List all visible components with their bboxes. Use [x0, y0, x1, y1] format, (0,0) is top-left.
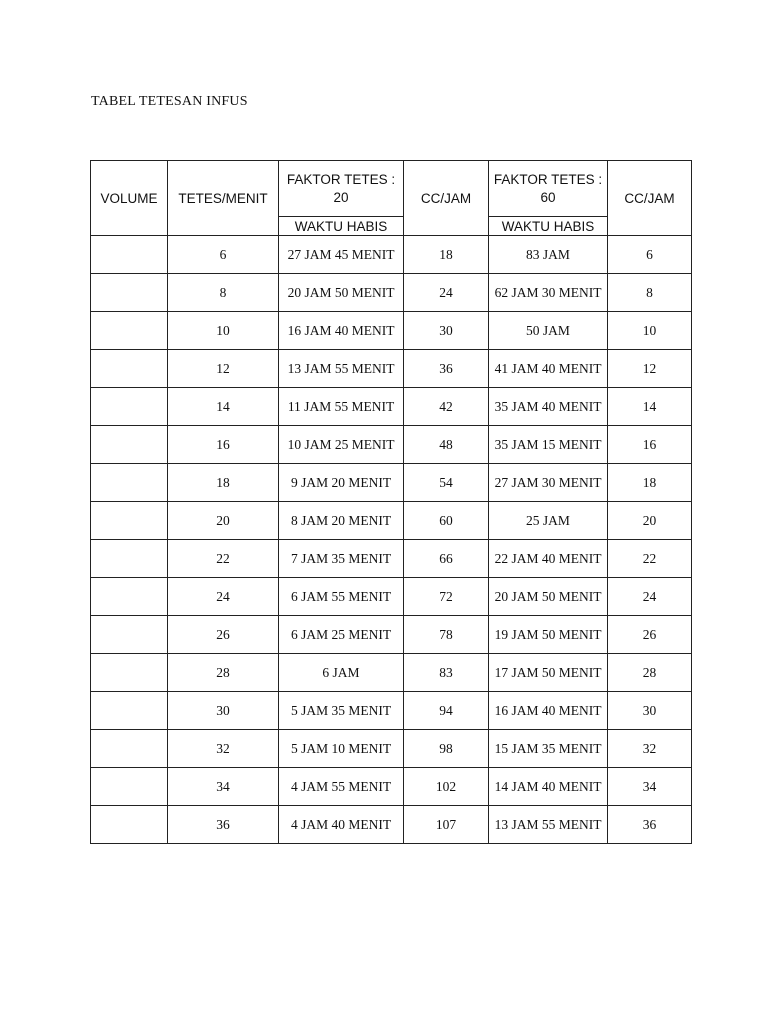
cell-tetes-menit: 18 — [168, 464, 279, 502]
cell-volume — [91, 312, 168, 350]
cell-volume — [91, 730, 168, 768]
table-row — [91, 654, 692, 692]
cell-cc-jam-1: 83 — [404, 654, 489, 692]
cell-waktu-habis-20: 6 JAM — [279, 654, 404, 692]
cell-waktu-habis-20: 6 JAM 55 MENIT — [279, 578, 404, 616]
cell-volume — [91, 388, 168, 426]
cell-cc-jam-2: 16 — [608, 426, 692, 464]
cell-cc-jam-1: 94 — [404, 692, 489, 730]
table-row — [91, 730, 692, 768]
cell-cc-jam-2: 14 — [608, 388, 692, 426]
cell-waktu-habis-60: 15 JAM 35 MENIT — [489, 730, 608, 768]
cell-cc-jam-1: 66 — [404, 540, 489, 578]
header-faktor-60-label: FAKTOR TETES : 60 — [493, 171, 603, 205]
cell-volume — [91, 692, 168, 730]
cell-tetes-menit: 10 — [168, 312, 279, 350]
table-row — [91, 616, 692, 654]
cell-volume — [91, 806, 168, 844]
cell-cc-jam-2: 6 — [608, 236, 692, 274]
cell-volume — [91, 578, 168, 616]
cell-cc-jam-1: 36 — [404, 350, 489, 388]
cell-tetes-menit: 12 — [168, 350, 279, 388]
cell-cc-jam-1: 98 — [404, 730, 489, 768]
cell-cc-jam-1: 48 — [404, 426, 489, 464]
header-cc-jam-1: CC/JAM — [404, 161, 489, 236]
cell-cc-jam-2: 26 — [608, 616, 692, 654]
cell-cc-jam-2: 24 — [608, 578, 692, 616]
cell-cc-jam-2: 34 — [608, 768, 692, 806]
cell-cc-jam-2: 10 — [608, 312, 692, 350]
cell-waktu-habis-60: 20 JAM 50 MENIT — [489, 578, 608, 616]
cell-waktu-habis-60: 27 JAM 30 MENIT — [489, 464, 608, 502]
header-faktor-20-label: FAKTOR TETES : 20 — [286, 171, 396, 205]
cell-volume — [91, 502, 168, 540]
cell-waktu-habis-60: 35 JAM 40 MENIT — [489, 388, 608, 426]
header-row — [91, 161, 692, 217]
cell-waktu-habis-20: 8 JAM 20 MENIT — [279, 502, 404, 540]
cell-cc-jam-1: 72 — [404, 578, 489, 616]
cell-tetes-menit: 28 — [168, 654, 279, 692]
cell-waktu-habis-60: 19 JAM 50 MENIT — [489, 616, 608, 654]
cell-tetes-menit: 6 — [168, 236, 279, 274]
cell-waktu-habis-60: 41 JAM 40 MENIT — [489, 350, 608, 388]
cell-tetes-menit: 24 — [168, 578, 279, 616]
cell-waktu-habis-60: 22 JAM 40 MENIT — [489, 540, 608, 578]
cell-waktu-habis-60: 35 JAM 15 MENIT — [489, 426, 608, 464]
cell-waktu-habis-60: 50 JAM — [489, 312, 608, 350]
table-row — [91, 312, 692, 350]
table-row — [91, 236, 692, 274]
cell-cc-jam-1: 24 — [404, 274, 489, 312]
cell-cc-jam-1: 18 — [404, 236, 489, 274]
table-row — [91, 274, 692, 312]
cell-volume — [91, 350, 168, 388]
cell-waktu-habis-60: 62 JAM 30 MENIT — [489, 274, 608, 312]
cell-waktu-habis-60: 25 JAM — [489, 502, 608, 540]
cell-tetes-menit: 30 — [168, 692, 279, 730]
header-faktor-60 — [489, 161, 608, 217]
cell-waktu-habis-60: 17 JAM 50 MENIT — [489, 654, 608, 692]
cell-cc-jam-1: 107 — [404, 806, 489, 844]
cell-tetes-menit: 22 — [168, 540, 279, 578]
cell-tetes-menit: 20 — [168, 502, 279, 540]
cell-waktu-habis-60: 13 JAM 55 MENIT — [489, 806, 608, 844]
cell-tetes-menit: 32 — [168, 730, 279, 768]
cell-cc-jam-2: 20 — [608, 502, 692, 540]
table-row — [91, 464, 692, 502]
header-cc-jam-2: CC/JAM — [608, 161, 692, 236]
header-waktu-habis-2: WAKTU HABIS — [489, 217, 608, 236]
table-body — [91, 236, 692, 844]
cell-cc-jam-1: 78 — [404, 616, 489, 654]
cell-waktu-habis-20: 27 JAM 45 MENIT — [279, 236, 404, 274]
cell-cc-jam-1: 60 — [404, 502, 489, 540]
cell-volume — [91, 540, 168, 578]
header-volume: VOLUME — [91, 161, 168, 236]
cell-waktu-habis-20: 10 JAM 25 MENIT — [279, 426, 404, 464]
infus-drip-table — [90, 160, 692, 844]
table-row — [91, 540, 692, 578]
cell-waktu-habis-60: 16 JAM 40 MENIT — [489, 692, 608, 730]
table-row — [91, 350, 692, 388]
table-row — [91, 388, 692, 426]
cell-volume — [91, 274, 168, 312]
cell-volume — [91, 768, 168, 806]
cell-waktu-habis-20: 9 JAM 20 MENIT — [279, 464, 404, 502]
table-row — [91, 806, 692, 844]
cell-cc-jam-1: 42 — [404, 388, 489, 426]
cell-cc-jam-2: 8 — [608, 274, 692, 312]
cell-tetes-menit: 36 — [168, 806, 279, 844]
cell-waktu-habis-60: 83 JAM — [489, 236, 608, 274]
cell-tetes-menit: 8 — [168, 274, 279, 312]
cell-volume — [91, 464, 168, 502]
cell-cc-jam-1: 54 — [404, 464, 489, 502]
cell-cc-jam-2: 32 — [608, 730, 692, 768]
cell-waktu-habis-20: 5 JAM 35 MENIT — [279, 692, 404, 730]
cell-waktu-habis-60: 14 JAM 40 MENIT — [489, 768, 608, 806]
cell-waktu-habis-20: 4 JAM 55 MENIT — [279, 768, 404, 806]
cell-cc-jam-2: 12 — [608, 350, 692, 388]
table-row — [91, 768, 692, 806]
cell-waktu-habis-20: 20 JAM 50 MENIT — [279, 274, 404, 312]
cell-volume — [91, 616, 168, 654]
header-waktu-habis-1: WAKTU HABIS — [279, 217, 404, 236]
cell-waktu-habis-20: 7 JAM 35 MENIT — [279, 540, 404, 578]
cell-tetes-menit: 16 — [168, 426, 279, 464]
cell-volume — [91, 654, 168, 692]
table-row — [91, 692, 692, 730]
header-faktor-20 — [279, 161, 404, 217]
cell-tetes-menit: 26 — [168, 616, 279, 654]
cell-waktu-habis-20: 4 JAM 40 MENIT — [279, 806, 404, 844]
cell-cc-jam-2: 30 — [608, 692, 692, 730]
cell-tetes-menit: 14 — [168, 388, 279, 426]
table-row — [91, 426, 692, 464]
table-row — [91, 502, 692, 540]
cell-waktu-habis-20: 16 JAM 40 MENIT — [279, 312, 404, 350]
cell-cc-jam-1: 30 — [404, 312, 489, 350]
table-row — [91, 578, 692, 616]
cell-volume — [91, 236, 168, 274]
cell-cc-jam-2: 18 — [608, 464, 692, 502]
cell-cc-jam-2: 22 — [608, 540, 692, 578]
cell-cc-jam-1: 102 — [404, 768, 489, 806]
cell-waktu-habis-20: 5 JAM 10 MENIT — [279, 730, 404, 768]
cell-waktu-habis-20: 13 JAM 55 MENIT — [279, 350, 404, 388]
cell-tetes-menit: 34 — [168, 768, 279, 806]
cell-cc-jam-2: 28 — [608, 654, 692, 692]
page-title: TABEL TETESAN INFUS — [91, 94, 248, 109]
cell-volume — [91, 426, 168, 464]
cell-waktu-habis-20: 6 JAM 25 MENIT — [279, 616, 404, 654]
cell-waktu-habis-20: 11 JAM 55 MENIT — [279, 388, 404, 426]
header-tetes-menit: TETES/MENIT — [168, 161, 279, 236]
cell-cc-jam-2: 36 — [608, 806, 692, 844]
